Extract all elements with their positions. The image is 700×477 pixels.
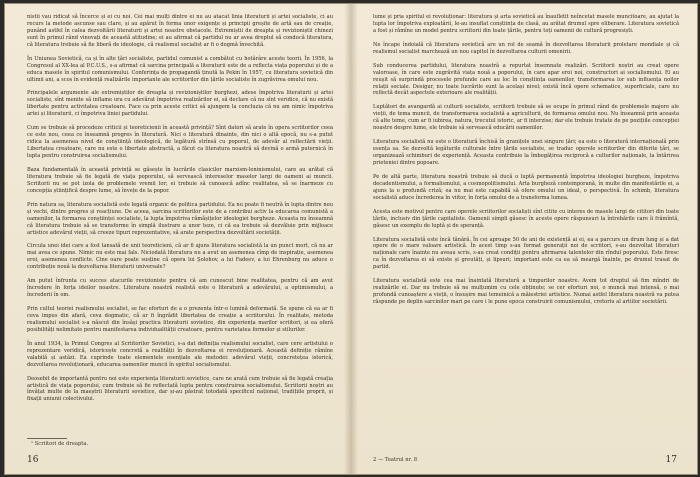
footnote-divider: [27, 438, 67, 439]
left-page-body-text: nistii vau ridicat să încerce și ei cu noi. Cei mai mulți dintre ei nu au atacat linia literaturii și artei socialiste, ci au recurs la metode ascunse sau clare, și au apărut în forma unor exigențe și principii greșite de artă sau de creație, punând astfel în calea dezvoltării literaturii și artei noastre obstacole. Extremiștii de dreapta și revizioniștii chinezi sunt în primul rând vinovați de această atitudine; ei au afirmat că partidul nu ar avea dreptul să conducă literatura, că literatura trebuie să fie liberă de ideologie, că realismul socialist ar fi o dogmă învechită. În Uniunea Sovietică, ca și în alte țări socialiste, partidul comunist a combătut cu hotărâre aceste teorii. În 1956, la Congresul al XX-lea al P.C.U.S., s-a afirmat că sarcina principală a literaturii este de a reflecta viața poporului și de a educa masele în spiritul comunismului. Conferința de propagandă ținută la Pekin în 1957, cu literatura sovietică din ultimii ani, a scos în evidență realizările importante ale scriitorilor din țările socialiste în zugrăvirea omului nou. Principalele argumente ale extremiștilor de dreapta și revizioniștilor burghezi, adese împotriva literaturii și artei socialiste, sînt menite să inflame ura cu adevărat împotriva realizărilor ei, să declare că nu sînt veridice, că nu există libertate pentru activitatea creatoare. Face ca prin aceste critici să ajungem la concluzia că nu am nimic împotriva artei și literaturii, ci împotriva liniei partidului. Cum se trebuie să procedeze criticii și teoreticienii în această privință? Sînt datori să arate în opera scriitorilor ceea ce este nou, ceea ce înseamnă progres în literatură. Nici o literatură dinainte, din nici o altă epocă, nu s-a putut ridica la asemenea nivel de conștiință ideologică, de legătură strînsă cu poporul, de adevăr al reflectării vieții. Libertatea creatoare, care nu este o libertate abstractă, a făcut ca literatura noastră să devină o armă puternică în lupta pentru construirea socialismului. Baza fundamentală în această privință se găsește în lucrările clasicilor marxism-leninismului, care au arătat că literatura trebuie să fie legată de viața poporului, să servească intereselor maselor largi de oameni ai muncii. Scriitorii nu se pot izola de problemele vremii lor; ei trebuie să cunoască adînc realitatea, să se înarmeze cu concepția științifică despre lume, să învețe de la popor. Prin natura sa, literatura socialistă este legată organic de politica partidului. Ea nu poate fi neutră în lupta dintre nou și vechi, dintre progres și reacțiune. De aceea, sarcina scriitorilor este de a contribui activ la educarea comunistă a oamenilor, la formarea conștiinței socialiste, la lupta împotriva rămășițelor ideologiei burgheze. Aceasta nu înseamnă că literatura trebuie să se transforme în simplă ilustrare a unor teze, ci că ea trebuie să dezvăluie prin mijloace artistice adevărul vieții, să creeze tipuri reprezentative, să arate perspectiva dezvoltării societății. Circula unei idei care a fost lansată de unii teoreticieni, că ar fi ajuns literatura socialistă la un punct mort, că nu ar mai avea ce spune. Nimic nu este mai fals. Niciodată literatura nu a avut un asemenea cîmp de inspirație, asemenea eroi, asemenea conflicte. Cine oare poate susține că opera lui Șolohov, a lui Fadeev, a lui Ehrenburg nu aduce o contribuție nouă la dezvoltarea literaturii universale? Am putut înfrunta cu succes atacurile revizioniste pentru că am cunoscut bine realitatea, pentru că am avut încredere în forța ideilor noastre. Literatura noastră realistă este o literatură a adevărului, a optimismului, a încrederii în om. Prin cultul teoriei realismului socialist, se fac eforturi de a o prezenta într-o lumină deformată. Se spune că ea ar fi ceva impus din afară, ceva dogmatic, că ar fi îngrădit libertatea de creație a scriitorului. În realitate, metoda realismului socialist s-a născut din însăși practica literaturii sovietice, din experiența marilor scriitori, și ea oferă posibilități nelimitate pentru manifestarea individualității creatoare, pentru varietatea formelor și stilurilor. În anul 1934, la Primul Congres al Scriitorilor Sovietici, s-a dat definiția realismului socialist, care cere artistului o reprezentare veridică, istoricește concretă a realității în dezvoltarea ei revoluționară. Această definiție rămîne valabilă și astăzi. Ea cuprinde toate elementele esențiale ale metodei: adevărul vieții, concretețea istorică, dezvoltarea revoluționară, educarea oamenilor muncii în spiritul socialismului. Deosebit de importantă pentru noi este experiența literaturii sovietice, care ne arată cum trebuie să fie legată creația artistică de viața poporului, cum trebuie să fie reflectată lupta pentru construirea socialismului. Scriitorii noștri au învățat multe de la maeștrii literaturii sovietice, dar și-au păstrat totodată specificul național, tradițiile proprii, și fixații uniunii colectivului.: [27, 14, 333, 403]
left-page-number: 16: [27, 455, 39, 465]
right-page-running-footer: 2 — Teatrul nr. 8: [373, 457, 418, 463]
left-page: [5, 4, 352, 474]
right-page: [351, 4, 697, 474]
right-page-number: 17: [665, 455, 677, 465]
right-page-body-text: lume și pria spiritul ei revoluționar: literatura și arta sovietică au înaufletit neîncetat masele muncitoare, au ajutat la lupta lor împotriva exploatării, le-au insuflat conștiința de clasă, au arătat drumul spre eliberare. Literatura sovietică a fost și rămîne un model pentru scriitorii din toate țările, pentru toți oamenii de cultură progresiști. Ne încape îndoială că literatura sovietică are un rol de seamă în dezvoltarea literaturii proletare mondiale și că realismul socialist marchează un nou capitol în dezvoltarea culturii omenirii. Sub conducerea partidului, literatura noastră a repurtat însemnate realizări. Scriitorii noștri au creat opere valoroase, în care este zugrăvită viața nouă a poporului, în care apar eroi noi, constructori ai socialismului. Ei au reușit să surprindă procesele profunde care au loc în conștiința oamenilor, transformarea lor sub influența noilor relații sociale. Desigur, nu toate lucrările sunt la același nivel; există încă opere schematice, superficiale, care nu reflectă decât aspectele exterioare ale realității. Luptători de avangardă ai culturii socialiste, scriitorii trebuie să se ocupe în primul rând de problemele majore ale vieții, de tema muncii, de transformarea socialistă a agriculturii, de formarea omului nou. Nu înseamnă prin aceasta că alte teme, cum ar fi iubirea, natura, trecutul istoric, ar fi interzise; dar ele trebuie tratate de pe pozițiile concepției noastre despre lume, ele trebuie să servească educării oamenilor. Literatura socialistă nu este o literatură închisă în granițele unei singure țări; ea este o literatură internațională prin esența sa. Se dezvoltă legăturile culturale între țările socialiste, se traduc operele scriitorilor din diferite țări, se organizează schimburi de experiență. Aceasta contribuie la îmbogățirea reciprocă a culturilor naționale, la întărirea prieteniei dintre popoare. Pe de altă parte, literatura noastră trebuie să ducă o luptă permanentă împotriva ideologiei burgheze, împotriva decadentismului, a formalismului, a cosmopolitismului. Arta burgheză contemporană, în multe din manifestările ei, a ajuns la o profundă criză; ea nu mai este capabilă să ofere omului un ideal, o perspectivă. În schimb, literatura socialistă aduce încrederea în viitor, în forța omului de a transforma lumea. Acesta este motivul pentru care operele scriitorilor socialiști sînt citite cu interes de masele largi de cititori din toate țările, inclusiv din țările capitaliste. Oamenii simpli găsesc în aceste opere răspunsuri la întrebările care îi frămîntă, găsesc un exemplu de luptă și de speranță. Literatura socialistă este încă tânără. În cei aproape 50 de ani de existență ai ei, ea a parcurs un drum lung și a dat opere de o mare valoare artistică. În acest timp s-au format generații noi de scriitori, s-au dezvoltat literaturi naționale care înainte nu aveau scris, s-au creat condiții pentru afirmarea talentelor din rîndul poporului. Este firesc ca în dezvoltarea ei să existe și greutăți, și lipsuri; important este ca ea să meargă înainte, pe drumul trasat de partid. Literatura socialistă este cea mai înaintată literatură a timpurilor noastre. Avem tot dreptul să fim mîndri de realizările ei. Dar nu trebuie să ne mulțumim cu cele obținute; se cer eforturi noi, o muncă mai intensă, o mai profundă cunoaștere a vieții, o însușire mai temeinică a măiestriei artistice. Numai astfel literatura noastră va putea răspunde pe deplin sarcinilor mari pe care i le pune epoca construirii comunismului, cretoriu al artiilor societării.: [373, 14, 679, 306]
left-page-footnote: ¹ Scriitori de dreapta.: [31, 441, 89, 447]
book-spread: [4, 3, 698, 475]
